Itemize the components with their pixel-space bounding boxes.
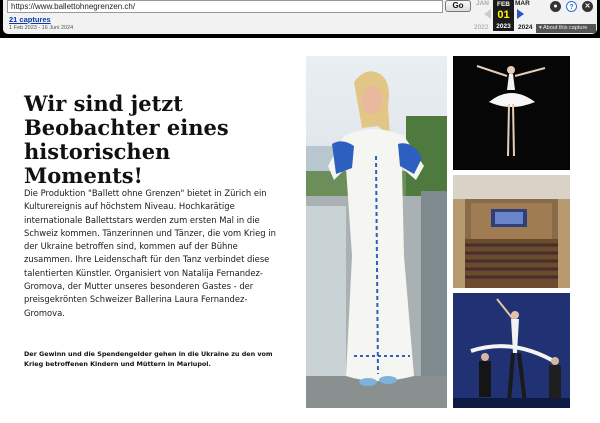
wayback-toolbar-panel <box>3 0 597 34</box>
wayback-prev-arrow-icon[interactable] <box>484 9 491 19</box>
wayback-next-year[interactable]: 2024 <box>518 24 533 31</box>
user-icon[interactable]: ● <box>550 1 561 12</box>
help-icon[interactable]: ? <box>566 1 577 12</box>
wayback-next-month[interactable]: MAR <box>515 0 530 7</box>
wayback-prev-year[interactable]: 2022 <box>474 24 489 31</box>
page-headline: Wir sind jetzt Beobachter eines historischen Moments! <box>24 91 229 188</box>
photo-organizer-portrait <box>306 56 447 408</box>
donation-note: Der Gewinn und die Spendengelder gehen in die Ukraine zu den vom Krieg betroffenen Kindern und Müttern in Mariupol. <box>24 350 273 368</box>
wayback-current-year: 2023 <box>496 23 511 30</box>
wayback-current-month: FEB <box>497 1 510 8</box>
close-icon[interactable]: ✕ <box>582 1 593 12</box>
wayback-current-day: 01 <box>497 9 510 21</box>
photo-concert-hall <box>453 175 570 288</box>
wayback-current-date <box>493 0 514 31</box>
wayback-captures-link[interactable]: 21 captures <box>9 15 51 24</box>
photo-dance-duo <box>453 293 570 408</box>
wayback-next-arrow-icon[interactable] <box>517 9 524 19</box>
wayback-url-input[interactable]: https://www.ballettohnegrenzen.ch/ <box>7 0 443 13</box>
intro-paragraph: Die Produktion "Ballett ohne Grenzen" bietet in Zürich ein Kulturereignis auf höchstem Niveau. Hochkarätige internationale Ballettstars werden zum ersten Mal in die Schweiz kommen. Tänzerinnen und Tänzer, die vom Krieg in der Ukraine betroffen sind, kommen auf der Bühne zusammen. Ihre Leidenschaft für den Tanz verbindet diese talentierten Künstler. Organisiert von Natalija Fernandez-Gromova, der Mutter unseres besonderen Gastes - der preisgekrönten Schweizer Ballerina Laura Fernandez-Gromova. <box>24 188 276 318</box>
wayback-toolbar <box>0 0 600 38</box>
wayback-about-label: About this capture <box>543 25 588 31</box>
wayback-about-button[interactable]: ▾ About this capture <box>536 24 596 33</box>
wayback-date-range: 1 Feb 2023 - 16 Juni 2024 <box>9 25 74 31</box>
photo-ballerina <box>453 56 570 170</box>
wayback-prev-month[interactable]: JAN <box>476 0 490 7</box>
wayback-go-button[interactable]: Go <box>445 0 471 12</box>
